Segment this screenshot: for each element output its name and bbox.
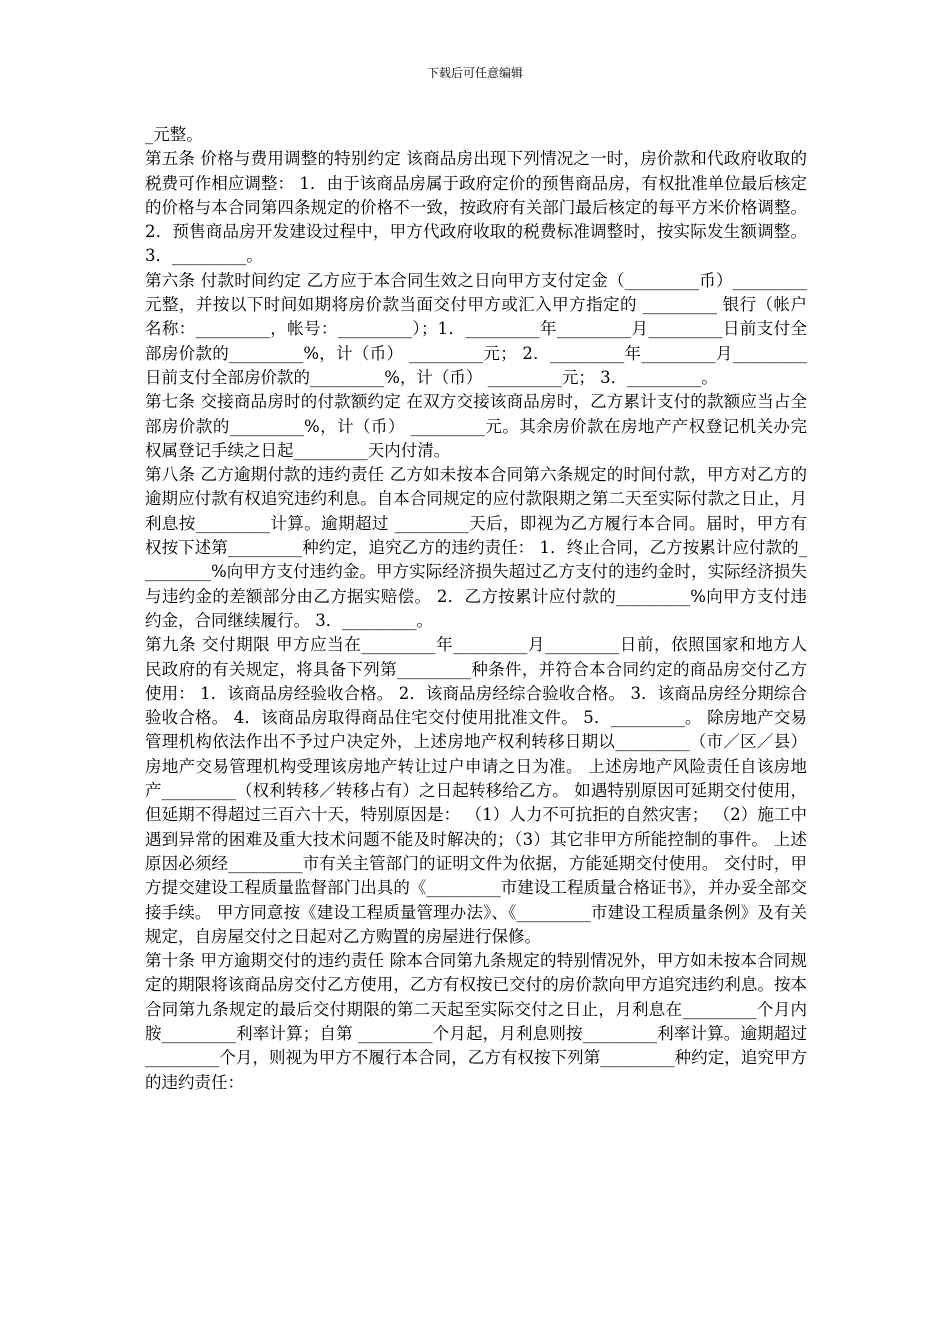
article-8-paragraph: 第八条 乙方逾期付款的违约责任 乙方如未按本合同第六条规定的时间付款，甲方对乙方的逾期应付款有权追究违约利息。自本合同规定的应付款限期之第二天至实际付款之日止，月利息按_________计算。逾期超过 _________天后，即视为乙方履行本合同。届时，甲方有权按下述第_________种约定，追究乙方的违约责任： 1．终止合同，乙方按累计应付款的_________%向甲方支付违约金。甲方实际经济损失超过乙方支付的违约金时，实际经济损失与违约金的差额部分由乙方据实赔偿。 2．乙方按累计应付款的_________%向甲方支付违约金，合同继续履行。 3．_________。 xyxy=(145,465,807,630)
contract-body xyxy=(145,123,807,1095)
article-7-paragraph: 第七条 交接商品房时的付款额约定 在双方交接该商品房时，乙方累计支付的款额应当占全部房价款的_________%，计（币） _________元。其余房价款在房地产产权登记机关办完权属登记手续之日起_________天内付清。 xyxy=(145,392,807,460)
article-10-paragraph: 第十条 甲方逾期交付的违约责任 除本合同第九条规定的特别情况外，甲方如未按本合同规定的期限将该商品房交付乙方使用，乙方有权按已交付的房价款向甲方追究违约利息。按本合同第九条规定的最后交付期限的第二天起至实际交付之日止，月利息在_________个月内胺_________利率计算；自第 _________个月起，月利息则按_________利率计算。逾期超过_________个月，则视为甲方不履行本合同，乙方有权按下列第_________种约定，追究甲方的违约责任： xyxy=(145,951,807,1092)
article-6-paragraph: 第六条 付款时间约定 乙方应于本合同生效之日向甲方支付定金（_________币）_________元整，并按以下时间如期将房价款当面交付甲方或汇入甲方指定的 _________ 银行（帐户名称：_________，帐号：_________）；1．_________年_________月_________日前支付全部房价款的_________%，计（币） _________元； 2．_________年_________月_________日前支付全部房价款的_________%，计（币） _________元； 3．_________。 xyxy=(145,270,807,387)
article-5-paragraph: 第五条 价格与费用调整的特别约定 该商品房出现下列情况之一时，房价款和代政府收取的税费可作相应调整： 1．由于该商品房属于政府定价的预售商品房，有权批准单位最后核定的价格与本合同第四条规定的价格不一致，按政府有关部门最后核定的每平方米价格调整。 2．预售商品房开发建设过程中，甲方代政府收取的税费标准调整时，按实际发生额调整。 3．_________。 xyxy=(145,149,807,266)
page-header: 下载后可任意编辑 xyxy=(426,66,523,80)
paragraph-continuation: _元整。 xyxy=(145,125,203,144)
article-9-paragraph: 第九条 交付期限 甲方应当在_________年_________月_________日前，依照国家和地方人民政府的有关规定，将具备下列第_________种条件，并符合本合同约定的商品房交付乙方使用： 1．该商品房经验收合格。 2．该商品房经综合验收合格。 3．该商品房经分期综合验收合格。 4．该商品房取得商品住宅交付使用批准文件。 5．_________。 除房地产交易管理机构依法作出不予过户决定外，上述房地产权利转移日期以_________（市／区／县）房地产交易管理机构受理该房地产转让过户申请之日为准。 上述房地产风险责任自该房地产_________（权利转移／转移占有）之日起转移给乙方。 如遇特别原因可延期交付使用，但延期不得超过三百六十天，特别原因是： （1）人力不可抗拒的自然灾害； （2）施工中遇到异常的困难及重大技术问题不能及时解决的；（3）其它非甲方所能控制的事件。 上述原因必须经_________市有关主管部门的证明文件为依据，方能延期交付使用。 交付时，甲方提交建设工程质量监督部门出具的《_________市建设工程质量合格证书》，并办妥全部交接手续。 甲方同意按《建设工程质量管理办法》、《_________市建设工程质量条例》及有关规定，自房屋交付之日起对乙方购置的房屋进行保修。 xyxy=(145,635,807,946)
